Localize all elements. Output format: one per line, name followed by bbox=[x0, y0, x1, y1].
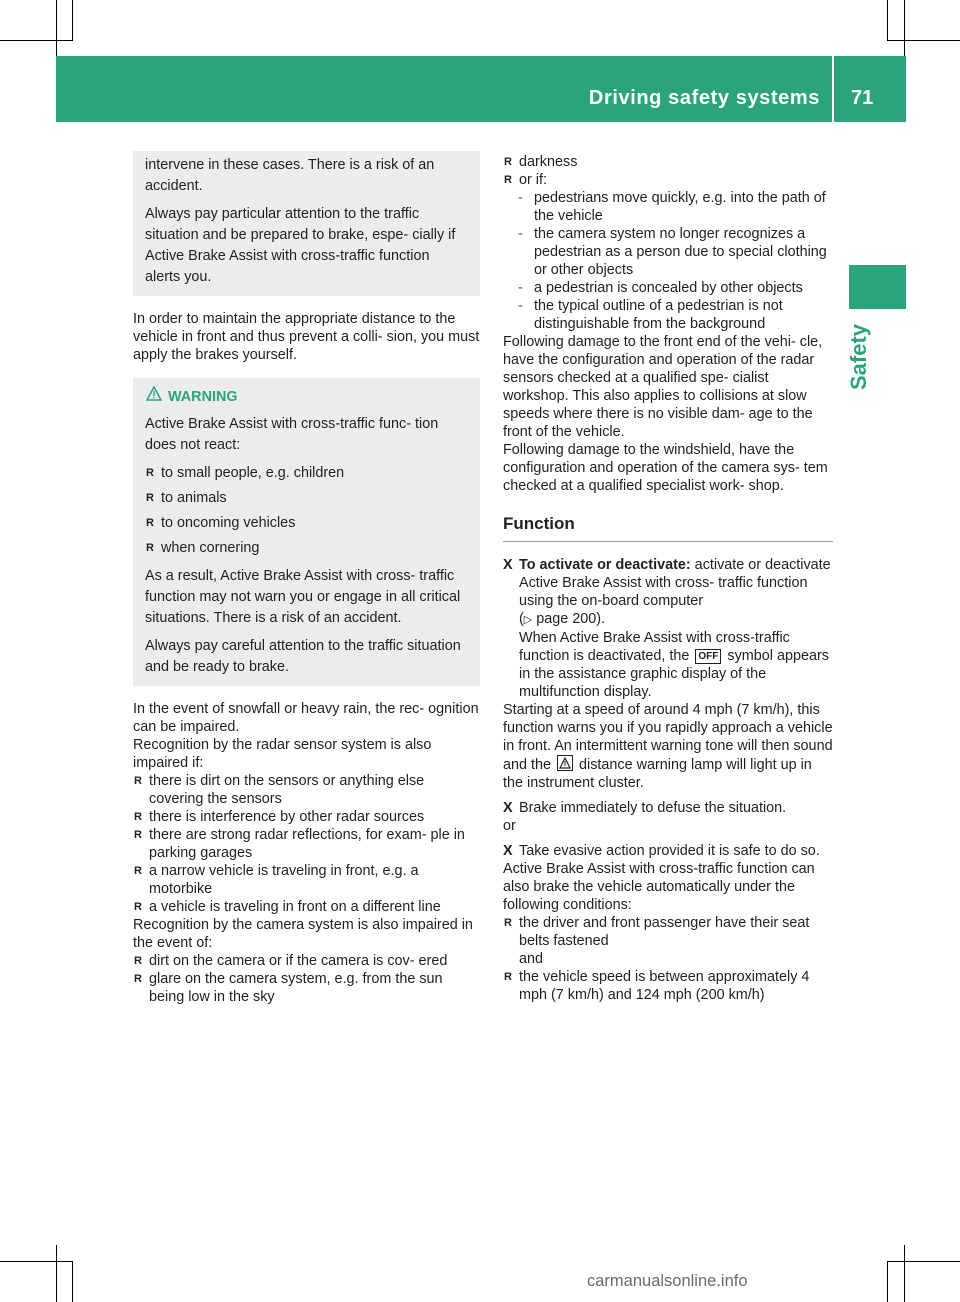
list-item: R the vehicle speed is between approximately 4 mph (7 km/h) and 124 mph (200 km/h) bbox=[503, 968, 833, 1004]
ref-arrow-icon: ▷ bbox=[523, 614, 533, 626]
section-tab-marker bbox=[849, 265, 906, 309]
step-note-text: When Active Brake Assist with cross-traffic function is deactivated, the bbox=[519, 630, 790, 664]
instruction-step bbox=[503, 842, 833, 860]
instruction-step bbox=[503, 799, 833, 817]
dash-item: - the typical outline of a pedestrian is not distinguishable from the background bbox=[503, 297, 833, 333]
paragraph: In order to maintain the appropriate distance to the vehicle in front and thus prevent a colli- sion, you must apply the brakes yourself. bbox=[133, 311, 480, 363]
box-paragraph: intervene in these cases. There is a risk of an accident. bbox=[145, 157, 435, 194]
warning-paragraph: Always pay careful attention to the traffic situation and be ready to brake. bbox=[145, 638, 461, 675]
list-item: R glare on the camera system, e.g. from the sun being low in the sky bbox=[133, 970, 480, 1006]
dash-item: - the camera system no longer recognizes a pedestrian as a person due to special clothing or other objects bbox=[503, 225, 833, 279]
list-item: R darkness bbox=[503, 153, 833, 171]
paragraph: In the event of snowfall or heavy rain, the rec- ognition can be impaired. bbox=[133, 701, 479, 735]
step-body: activate or deactivate Active Brake Assist with cross- traffic function using the on-board computer bbox=[519, 557, 831, 609]
paragraph-text: distance warning lamp will light up in the instrument cluster. bbox=[503, 757, 812, 791]
paragraph: Active Brake Assist with cross-traffic function can also brake the vehicle automatically under the following conditions: bbox=[503, 861, 815, 913]
list-item: R to oncoming vehicles bbox=[145, 513, 468, 534]
list-item: R there is interference by other radar sources bbox=[133, 808, 480, 826]
section-heading: Function bbox=[503, 513, 833, 542]
list-item: R when cornering bbox=[145, 538, 468, 559]
box-paragraph: Always pay particular attention to the traffic situation and be prepared to brake, espe- cially if Active Brake Assist with cross-traffic function alerts you. bbox=[145, 206, 456, 285]
warning-paragraph: As a result, Active Brake Assist with cross- traffic function may not warn you or engage in all critical situations. There is a risk of an accident. bbox=[145, 568, 461, 626]
step-note-text: symbol appears in the assistance graphic display of the multifunction display. bbox=[519, 648, 829, 700]
left-column bbox=[133, 151, 480, 1006]
warning-heading bbox=[145, 386, 468, 406]
warning-box-continued bbox=[133, 151, 480, 296]
step-text bbox=[519, 556, 833, 610]
cross-traffic-off-icon: OFF bbox=[695, 649, 721, 664]
warning-triangle-icon bbox=[146, 386, 162, 406]
warning-intro: Active Brake Assist with cross-traffic func- tion does not react: bbox=[145, 416, 439, 453]
crop-mark bbox=[887, 40, 960, 41]
dash-item: - a pedestrian is concealed by other objects bbox=[503, 279, 833, 297]
list-item: R the driver and front passenger have their seat belts fastened bbox=[503, 914, 833, 950]
section-tab bbox=[842, 323, 876, 390]
ref-paren: ( bbox=[519, 611, 524, 627]
crop-mark bbox=[56, 0, 57, 57]
step-arrow-icon: X bbox=[503, 800, 513, 816]
list-item: R there are strong radar reflections, for exam- ple in parking garages bbox=[133, 826, 480, 862]
list-item: R there is dirt on the sensors or anything else covering the sensors bbox=[133, 772, 480, 808]
header-separator bbox=[832, 56, 834, 122]
crop-mark bbox=[904, 0, 905, 57]
paragraph bbox=[503, 701, 833, 792]
crop-mark bbox=[887, 0, 888, 41]
list-item: R or if: bbox=[503, 171, 833, 189]
crop-mark bbox=[0, 1261, 73, 1262]
crop-mark bbox=[56, 1245, 57, 1302]
right-column bbox=[503, 153, 833, 1004]
step-arrow-icon: X bbox=[503, 557, 513, 573]
page-reference bbox=[519, 610, 833, 629]
step-bold: To activate or deactivate: bbox=[519, 557, 691, 573]
list-item: R a narrow vehicle is traveling in front, e.g. a motorbike bbox=[133, 862, 480, 898]
paragraph: Recognition by the radar sensor system is also impaired if: bbox=[133, 737, 432, 771]
instruction-step bbox=[503, 556, 833, 701]
list-item: R to animals bbox=[145, 488, 468, 509]
paragraph: Following damage to the windshield, have the configuration and operation of the camera sys- tem checked at a qualified specialist work- shop. bbox=[503, 442, 828, 494]
and-label: and bbox=[519, 951, 544, 967]
paragraph-text: Starting at a speed of around 4 mph (7 km/h), this function warns you if you rapidly approach a vehicle in front. An intermittent warning tone will then sound and the bbox=[503, 702, 833, 773]
crop-mark bbox=[0, 40, 73, 41]
list-item: R to small people, e.g. children bbox=[145, 463, 468, 484]
step-text: Brake immediately to defuse the situation. bbox=[519, 800, 787, 816]
watermark: carmanualsonline.info bbox=[587, 1272, 748, 1290]
list-item: R dirt on the camera or if the camera is cov- ered bbox=[133, 952, 480, 970]
paragraph: Recognition by the camera system is also impaired in the event of: bbox=[133, 917, 473, 951]
warning-label: WARNING bbox=[168, 389, 238, 405]
crop-mark bbox=[72, 0, 73, 41]
section-tab-label: Safety bbox=[846, 323, 871, 390]
paragraph: Following damage to the front end of the vehi- cle, have the configuration and operation of the radar sensors checked at a qualified spe- cialist workshop. This also applies to collisions at slow speeds where there is no visible dam- age to the front of the vehicle. bbox=[503, 334, 823, 440]
or-label: or bbox=[503, 818, 516, 834]
crop-mark bbox=[887, 1261, 960, 1262]
dash-item: - pedestrians move quickly, e.g. into the path of the vehicle bbox=[503, 189, 833, 225]
warning-box bbox=[133, 378, 480, 686]
step-note bbox=[519, 629, 833, 701]
ref-link[interactable]: page 200). bbox=[536, 611, 606, 627]
list-item: R a vehicle is traveling in front on a different line bbox=[133, 898, 480, 916]
crop-mark bbox=[72, 1261, 73, 1302]
crop-mark bbox=[904, 1245, 905, 1302]
chapter-title: Driving safety systems bbox=[588, 87, 820, 109]
distance-warning-icon bbox=[557, 755, 573, 771]
page-number: 71 bbox=[851, 87, 874, 109]
crop-mark bbox=[887, 1261, 888, 1302]
step-text: Take evasive action provided it is safe to do so. bbox=[519, 843, 820, 859]
step-arrow-icon: X bbox=[503, 843, 513, 859]
